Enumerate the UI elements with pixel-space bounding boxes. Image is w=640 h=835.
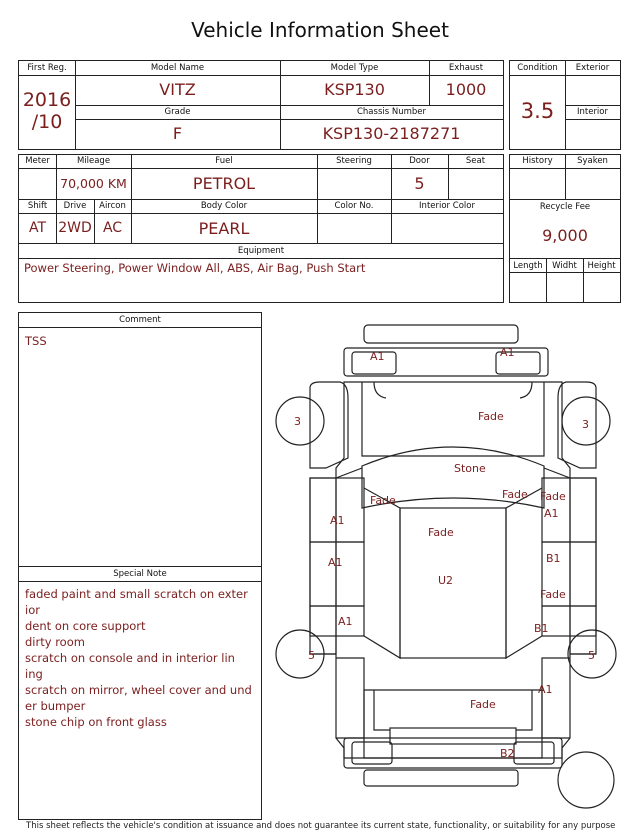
rear-door-l-mark: A1 [328, 556, 343, 569]
model-type-value: KSP130 [324, 80, 385, 99]
meter-label: Meter [25, 156, 50, 166]
sill-r-mark: B1 [534, 622, 549, 635]
history-label: History [522, 156, 553, 166]
tailgate-mark: Fade [470, 698, 496, 711]
door-label: Door [409, 156, 430, 166]
wheel-fr-mark: 3 [582, 418, 589, 431]
exhaust-label: Exhaust [448, 63, 484, 73]
wheel-rl-mark: 5 [308, 649, 315, 662]
fuel-value: PETROL [192, 174, 256, 193]
front-bumper-r-mark: A1 [500, 346, 515, 359]
history-box [509, 154, 621, 303]
recycle-fee-label: Recycle Fee [539, 202, 591, 212]
wheel-fl-mark: 3 [294, 415, 301, 428]
windshield-mark: Stone [454, 462, 486, 475]
shift-value: AT [28, 220, 47, 236]
drive-label: Drive [63, 201, 87, 211]
fuel-label: Fuel [215, 156, 233, 166]
front-bumper-l-mark: A1 [370, 350, 385, 363]
special-note-label: Special Note [113, 569, 167, 579]
special-note-line: dent on core support [25, 619, 146, 633]
mileage-label: Mileage [76, 156, 111, 166]
interior-color-label: Interior Color [419, 201, 475, 211]
first-reg-year: 2016 [22, 89, 72, 111]
rear-quarter-r-mark: A1 [538, 683, 553, 696]
hood-mark: Fade [478, 410, 504, 423]
special-note-line: stone chip on front glass [25, 715, 167, 729]
special-note-line: dirty room [25, 635, 85, 649]
special-note-text [25, 586, 252, 730]
rear-door-r-top-mark: B1 [546, 552, 561, 565]
sill-l-mark: A1 [338, 615, 353, 628]
grade-value: F [172, 124, 183, 143]
special-note-line: scratch on mirror, wheel cover and und [25, 683, 252, 697]
front-door-l-mark: A1 [330, 514, 345, 527]
seat-label: Seat [465, 156, 486, 166]
steering-label: Steering [336, 156, 372, 166]
condition-label: Condition [517, 63, 558, 73]
chassis-value: KSP130-2187271 [322, 124, 461, 143]
equipment-label: Equipment [237, 246, 285, 256]
length-label: Length [513, 261, 543, 271]
door-value: 5 [414, 174, 425, 193]
width-label: Widht [552, 261, 577, 271]
color-no-label: Color No. [334, 201, 374, 211]
rear-bumper-mark: B2 [500, 747, 515, 760]
mileage-value: 70,000 KM [60, 176, 127, 191]
comment-value: TSS [25, 334, 47, 348]
drive-value: 2WD [58, 220, 92, 236]
car-damage-diagram [270, 318, 636, 820]
syaken-label: Syaken [577, 156, 608, 166]
special-note-line: ing [25, 667, 43, 681]
wheel-rr-mark: 5 [588, 649, 595, 662]
model-name-label: Model Name [150, 63, 205, 73]
recycle-fee-value: 9,000 [542, 226, 588, 245]
spec-table [18, 154, 504, 303]
shift-label: Shift [27, 201, 48, 211]
model-type-label: Model Type [330, 63, 379, 73]
special-note-line: ior [25, 603, 40, 617]
comment-panel [18, 312, 262, 820]
body-color-value: PEARL [198, 219, 250, 238]
front-fender-r-mark: Fade [540, 490, 566, 503]
interior-label: Interior [576, 107, 608, 117]
rear-door-r-mark: Fade [540, 588, 566, 601]
condition-box [509, 60, 621, 150]
model-name-value: VITZ [159, 80, 196, 99]
page-title: Vehicle Information Sheet [191, 18, 449, 42]
special-note-line: faded paint and small scratch on exter [25, 587, 248, 601]
disclaimer-footer: This sheet reflects the vehicle's condition at issuance and does not guarantee its current state, functionality, or suitability for any purpose [26, 821, 616, 831]
special-note-line: scratch on console and in interior lin [25, 651, 235, 665]
pillar-r-mark: Fade [502, 488, 528, 501]
roof-mark: Fade [428, 526, 454, 539]
equipment-value: Power Steering, Power Window All, ABS, Air Bag, Push Start [24, 261, 366, 275]
grade-label: Grade [164, 107, 191, 117]
exterior-label: Exterior [575, 63, 610, 73]
vehicle-info-table [18, 60, 504, 150]
pillar-l-mark: Fade [370, 494, 396, 507]
chassis-label: Chassis Number [356, 107, 427, 117]
aircon-label: Aircon [99, 201, 126, 211]
comment-label: Comment [119, 315, 161, 325]
first-reg-label: First Reg. [27, 63, 67, 73]
exhaust-value: 1000 [445, 80, 487, 99]
first-reg-month: /10 [31, 111, 63, 133]
damage-marks [294, 346, 595, 760]
body-color-label: Body Color [200, 201, 248, 211]
aircon-value: AC [102, 220, 123, 236]
height-label: Height [587, 261, 616, 271]
cabin-mark: U2 [438, 574, 454, 587]
special-note-line: er bumper [25, 699, 86, 713]
condition-value: 3.5 [520, 99, 555, 123]
front-door-r-mark: A1 [544, 507, 559, 520]
